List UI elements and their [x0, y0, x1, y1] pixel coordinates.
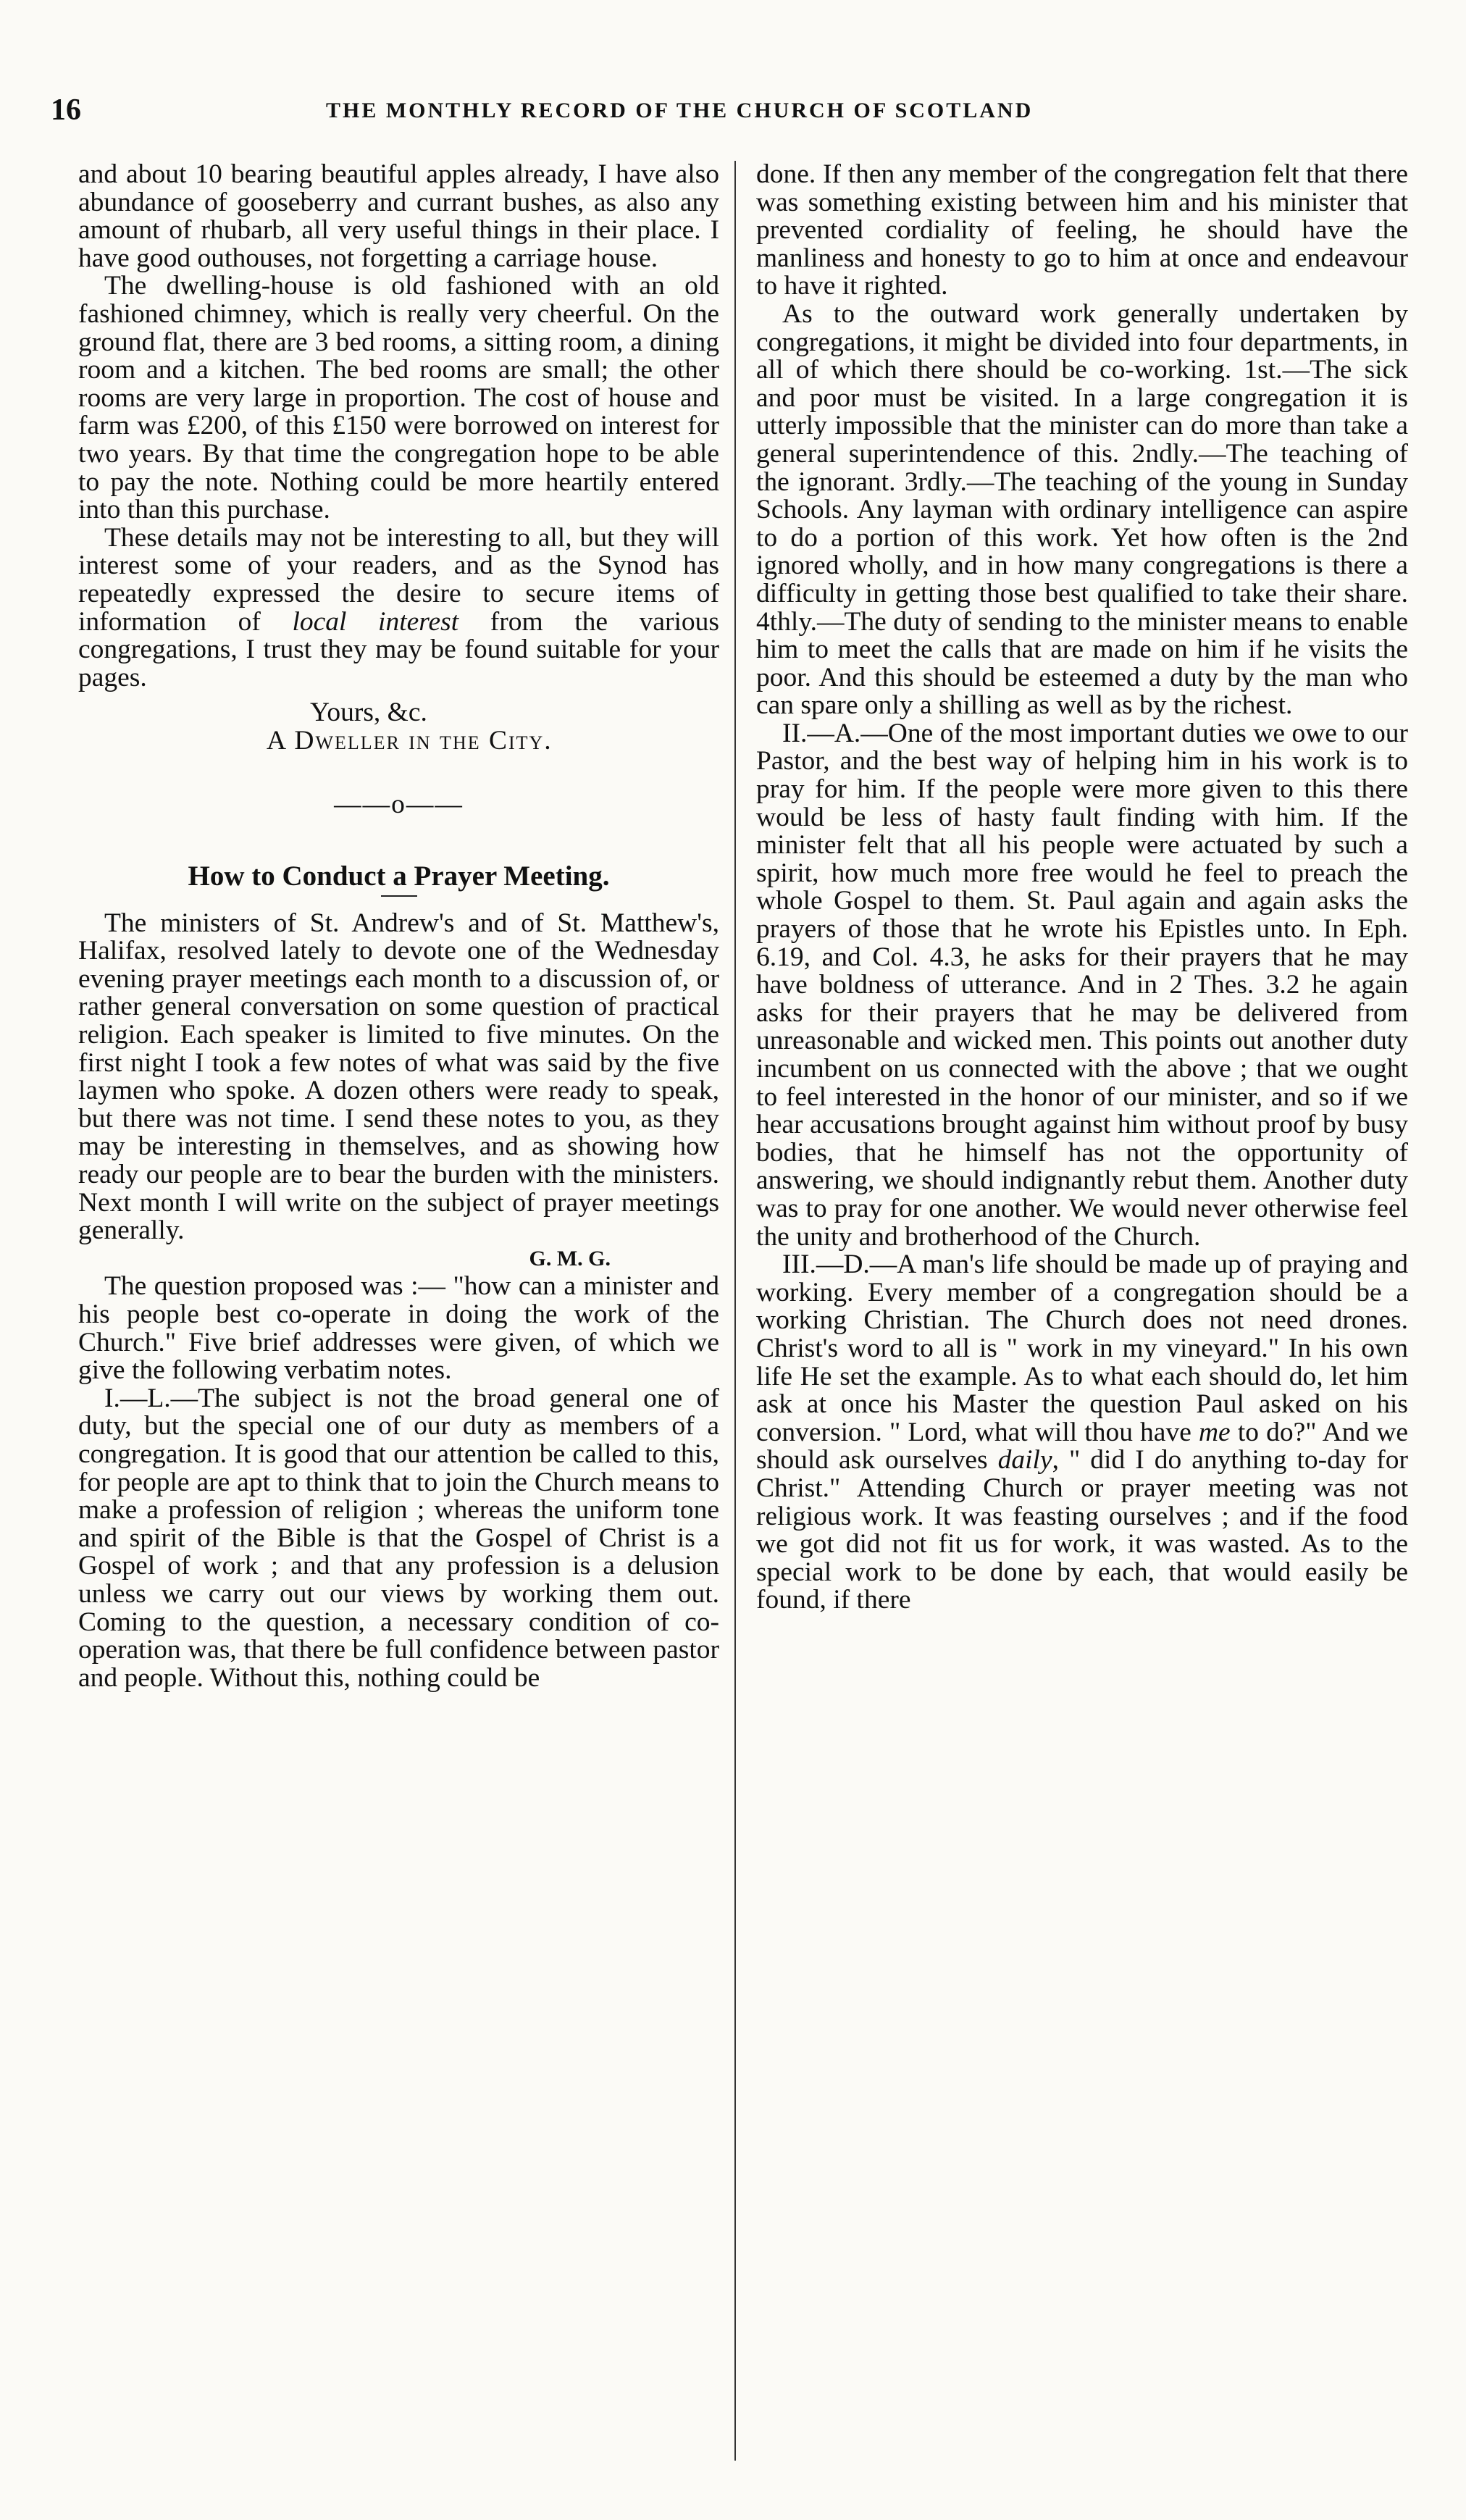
- article-paragraph: III.—D.—A man's life should be made up of praying and working. Every member of a congregation should be a working Christian. The Church does not need drones. Christ's word to all is " work in my vineyard." In his own life He set the example. As to what each should do, let him ask at once his Master the question Paul asked on his conversion. " Lord, what will thou have me to do?" And we should ask ourselves daily, " did I do anything to-day for Christ." Attending Church or prayer meeting was not religious work. It was feasting ourselves ; and if the food we got did not fit us for work, it was wasted. As to the special work to be done by each, that would easily be found, if there: [756, 1249, 1408, 1615]
- section-divider: ——o——: [334, 790, 464, 820]
- article-paragraph: The ministers of St. Andrew's and of St. Matthew's, Halifax, resolved lately to devote one of the Wednesday evening prayer meetings each month to a discussion of, or rather general conversation on some question of practical religion. Each speaker is limited to five minutes. On the first night I took a few notes of what was said by the five laymen who spoke. A dozen others were ready to speak, but there was not time. I send these notes to you, as they may be interesting in themselves, and as showing how ready our people are to bear the burden with the ministers. Next month I will write on the subject of prayer meetings generally.: [78, 908, 719, 1246]
- letter-paragraph: and about 10 bearing beautiful apples already, I have also abundance of gooseberry and currant bushes, as also any amount of rhubarb, all very useful things in their place. I have good outhouses, not forgetting a carriage house.: [78, 161, 719, 273]
- author-initials: G. M. G.: [529, 1246, 611, 1271]
- title-rule: [381, 895, 417, 897]
- right-column: [756, 161, 1408, 2464]
- emphasis-text: local interest: [292, 606, 459, 637]
- letter-paragraph: These details may not be interesting to all, but they will interest some of your readers, and as the Synod has repeatedly expressed the desire to secure items of information of local interest from the various congregations, I trust they may be found suitable for your pages.: [78, 522, 719, 692]
- letter-paragraph: The dwelling-house is old fashioned with an old fashioned chimney, which is really very cheerful. On the ground flat, there are 3 bed rooms, a sitting room, a dining room and a kitchen. The bed rooms are small; the other rooms are very large in proportion. The cost of house and farm was £200, of this £150 were borrowed on interest for two years. By that time the congregation hope to be able to pay the note. Nothing could be more heartily entered into than this purchase.: [78, 271, 719, 525]
- letter-signature: A Dweller in the City.: [267, 725, 553, 755]
- column-rule: [734, 161, 736, 2461]
- article-paragraph: The question proposed was :— "how can a minister and his people best co-operate in doing the work of the Church." Five brief addresses were given, of which we give the following verbatim notes.: [78, 1271, 719, 1386]
- article-paragraph: As to the outward work generally undertaken by congregations, it might be divided into four departments, in all of which there should be co-working. 1st.—The sick and poor must be visited. In a large congregation it is utterly impossible that the minister can do more than take a general superintendence of this. 2ndly.—The teaching of the ignorant. 3rdly.—The teaching of the young in Sunday Schools. Any layman with ordinary intelligence can aspire to do a portion of this work. Yet how often is the 2nd ignored wholly, and in how many congregations is there a difficulty in getting those best qualified to take their share. 4thly.—The duty of sending to the minister means to enable him to meet the calls that are made on him if he visits the poor. And this should be esteemed a duty by the man who can spare only a shilling as well as by the richest.: [756, 298, 1408, 721]
- left-column: [78, 161, 719, 2464]
- article-paragraph: I.—L.—The subject is not the broad general one of duty, but the special one of our duty as members of a congregation. It is good that our attention be called to this, for people are apt to think that to join the Church means to make a profession of religion ; whereas the uniform tone and spirit of the Bible is that the Gospel of Christ is a Gospel of work ; and that any profession is a delusion unless we carry out our views by working them out. Coming to the question, a necessary condition of co-operation was, that there be full confidence between pastor and people. Without this, nothing could be: [78, 1383, 719, 1693]
- page-number: 16: [51, 93, 81, 127]
- article-title: How to Conduct a Prayer Meeting.: [188, 861, 610, 892]
- emphasis-text: daily: [997, 1445, 1052, 1475]
- article-paragraph: II.—A.—One of the most important duties we owe to our Pastor, and the best way of helping him in his work is to pray for him. If the people were more given to this there would be less of hasty fault finding with him. If the minister felt that all his people were actuated by such a spirit, how much more free would he feel to preach the whole Gospel to them. St. Paul again and again asks the prayers of those that he wrote his Epistles unto. In Eph. 6.19, and Col. 4.3, he asks for their prayers that he may have boldness of utterance. And in 2 Thes. 3.2 he again asks for their prayers that he may be delivered from unreasonable and wicked men. This points out another duty incumbent on us connected with the above ; that we ought to feel interested in the honor of our minister, and so if we hear accusations brought against him without proof by busy bodies, that he himself has not the opportunity of answering, we should indignantly rebut them. Another duty was to pray for one another. We would never otherwise feel the unity and brotherhood of the Church.: [756, 718, 1408, 1252]
- running-title: THE MONTHLY RECORD OF THE CHURCH OF SCOTLAND: [326, 99, 1034, 122]
- emphasis-text: me: [1198, 1417, 1231, 1447]
- page-header: [51, 93, 1405, 136]
- article-paragraph: done. If then any member of the congregation felt that there was something existing between him and his minister that prevented cordiality of feeling, he should have the manliness and honesty to go to him at once and endeavour to have it righted.: [756, 161, 1408, 301]
- letter-closing: Yours, &c.: [310, 698, 427, 728]
